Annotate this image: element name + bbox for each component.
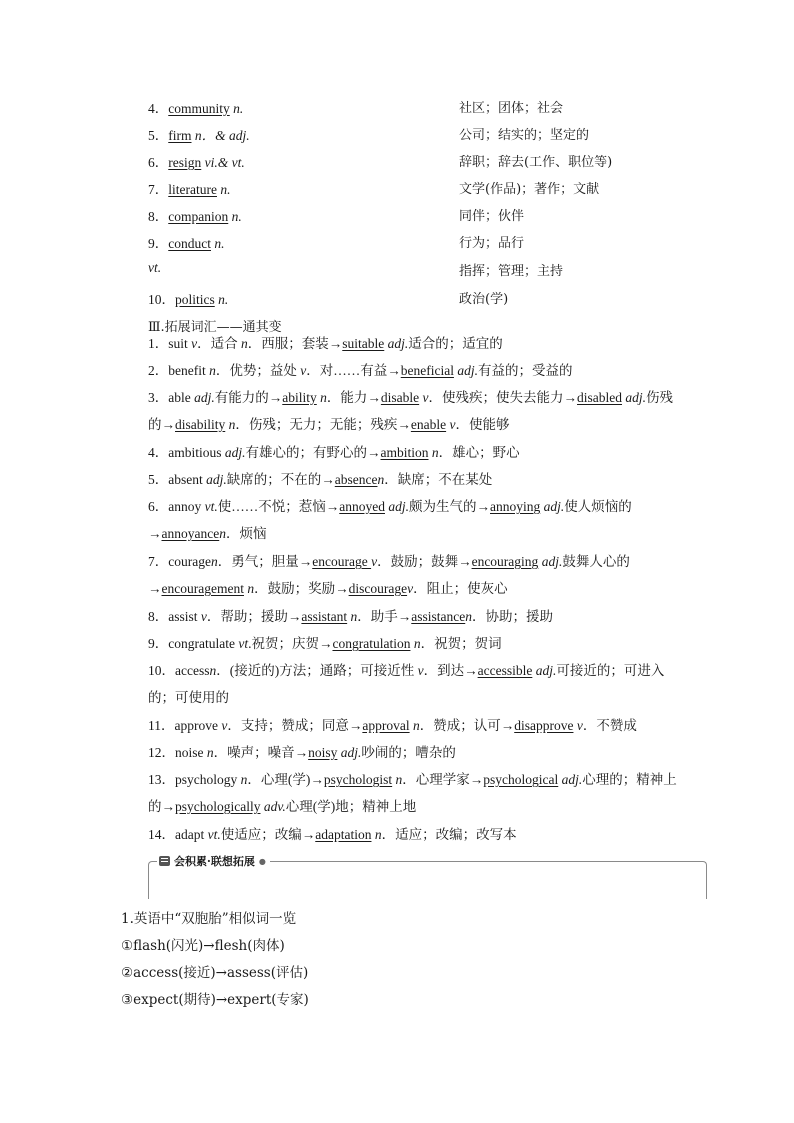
item-number: 9．	[148, 636, 169, 651]
item-number: 4．	[148, 445, 169, 460]
derived-word: annoyance	[161, 526, 220, 541]
part-of-speech: n	[219, 526, 226, 541]
item-text: 鼓舞人心的→	[148, 554, 630, 596]
derived-word: adaptation	[315, 827, 372, 842]
twin-line: ②access(接近)→assess(评估)	[121, 965, 309, 981]
vocab-meaning: 公司；结实的；坚定的	[459, 128, 590, 143]
item-text: ．鼓励；鼓舞→	[377, 554, 472, 569]
section-heading: Ⅲ.拓展词汇——通其变	[148, 320, 282, 335]
derivative-item	[121, 466, 677, 493]
derived-word: noisy	[308, 745, 338, 760]
item-text: 使……不悦；惹恼→	[217, 499, 340, 514]
item-text: 适合的；适宜的	[408, 336, 503, 351]
vocab-word	[148, 232, 225, 252]
derivative-item	[121, 630, 677, 657]
item-text: 缺席的；不在的→	[226, 472, 335, 487]
item-text: ．帮助；援助→	[206, 609, 302, 624]
vocab-meaning: 社区；团体；社会	[459, 101, 564, 116]
item-text: suit	[168, 336, 192, 351]
vocab-word	[148, 288, 228, 308]
part-of-speech: n	[240, 772, 248, 787]
item-text: congratulate	[168, 636, 239, 651]
derived-word: enable	[410, 417, 447, 432]
item-text: ．不赞成	[582, 718, 637, 733]
derived-word: accessible	[477, 663, 533, 678]
vocab-number: 6．	[148, 155, 169, 170]
part-of-speech: n	[247, 581, 255, 596]
vocab-row	[0, 124, 794, 144]
vocab-number: 4．	[148, 101, 169, 116]
derivative-item	[121, 603, 677, 630]
item-text: ．到达→	[423, 663, 478, 678]
part-of-speech: v	[200, 609, 207, 624]
item-text: ．优势；益处	[215, 363, 301, 378]
vocab-meaning: 政治(学)	[459, 292, 509, 307]
derivative-item	[121, 821, 677, 848]
vocab-pos: n．& adj.	[191, 128, 250, 143]
part-of-speech: adv.	[263, 799, 286, 814]
part-of-speech: n	[228, 417, 236, 432]
derivative-item	[121, 330, 677, 357]
part-of-speech: n	[206, 745, 214, 760]
item-number: 13．	[148, 772, 175, 787]
vocab-pos: n.	[216, 182, 231, 197]
item-text: 伤残的→	[148, 390, 674, 432]
derived-word: beneficial	[400, 363, 454, 378]
item-text: ．缺席；不在某处	[384, 472, 493, 487]
item-text: 吵闹的；嘈杂的	[361, 745, 456, 760]
vocab-row	[0, 97, 794, 117]
item-text: ．西服；套装→	[247, 336, 343, 351]
vocab-answer: resign	[168, 155, 202, 170]
part-of-speech: v	[300, 363, 307, 378]
part-of-speech: v	[417, 663, 424, 678]
item-text: 颇为生气的→	[409, 499, 490, 514]
vocab-pos: n.	[211, 236, 225, 251]
part-of-speech: v	[407, 581, 414, 596]
item-number: 3．	[148, 390, 169, 405]
vocab-meaning: 辞职；辞去(工作、职位等)	[459, 155, 613, 170]
vocab-number: 8．	[148, 209, 169, 224]
item-text: ．心理学家→	[402, 772, 484, 787]
vocab-word	[148, 124, 250, 144]
accumulate-label	[157, 853, 270, 869]
item-text: ．助手→	[357, 609, 412, 624]
item-text: adapt	[175, 827, 208, 842]
part-of-speech: adj.	[561, 772, 583, 787]
vocab-pos: n.	[228, 209, 242, 224]
derived-word: suitable	[342, 336, 385, 351]
twin-line: ③expect(期待)→expert(专家)	[121, 992, 309, 1008]
part-of-speech: n	[320, 390, 327, 405]
part-of-speech: n	[431, 445, 439, 460]
vocab-meaning: 行为；品行	[459, 236, 525, 251]
vocab-answer: firm	[168, 128, 192, 143]
derived-word: ability	[282, 390, 317, 405]
vocab-row	[0, 288, 794, 308]
part-of-speech: adj.	[457, 363, 478, 378]
item-text: ．协助；援助	[472, 609, 553, 624]
item-text: psychology	[175, 772, 241, 787]
vocab-number: 5．	[148, 128, 169, 143]
vocab-answer: conduct	[168, 236, 211, 251]
item-text: ．伤残；无力；无能；残疾→	[235, 417, 411, 432]
item-text: approve	[174, 718, 222, 733]
part-of-speech: n	[395, 772, 403, 787]
part-of-speech: n	[241, 336, 248, 351]
vocab-number: 9．	[148, 236, 169, 251]
derivative-item	[121, 548, 677, 602]
derivative-item	[121, 657, 677, 711]
item-text: noise	[175, 745, 207, 760]
item-text: ．使残疾；使失去能力→	[428, 390, 578, 405]
derived-word: disable	[380, 390, 420, 405]
item-text: ．祝贺；贺词	[420, 636, 502, 651]
item-text: ．对……有益→	[306, 363, 401, 378]
item-text: ．阻止；使灰心	[413, 581, 508, 596]
derived-word: discourage	[348, 581, 408, 596]
vocab-word	[148, 178, 230, 198]
part-of-speech: v	[191, 336, 198, 351]
item-text: ．(接近的)方法；通路；可接近性	[216, 663, 418, 678]
item-text: .祝贺；庆贺→	[248, 636, 333, 651]
vocab-word	[148, 260, 161, 276]
part-of-speech: adj.	[340, 745, 362, 760]
derived-word: disapprove	[514, 718, 574, 733]
item-text: courage	[168, 554, 211, 569]
derived-word: assistant	[301, 609, 348, 624]
item-text: annoy	[168, 499, 205, 514]
vocab-pos: n.	[214, 292, 229, 307]
vocab-row	[0, 260, 794, 280]
derivative-item	[121, 439, 677, 466]
dot-icon: ●	[258, 856, 266, 866]
part-of-speech: v	[422, 390, 429, 405]
part-of-speech: adj.	[541, 554, 563, 569]
derived-word: absence	[334, 472, 378, 487]
vocab-answer: community	[168, 101, 230, 116]
vocab-meaning: 文学(作品)；著作；文献	[459, 182, 600, 197]
item-text: 使人烦恼的→	[148, 499, 632, 541]
vocab-pos: n.	[229, 101, 244, 116]
item-text: 有雄心的；有野心的→	[245, 445, 381, 460]
item-text: ambitious	[168, 445, 225, 460]
part-of-speech: n	[350, 609, 358, 624]
derived-word: assistance	[411, 609, 466, 624]
item-number: 10．	[148, 663, 175, 678]
derived-word: disability	[175, 417, 226, 432]
item-text: ．噪声；噪音→	[213, 745, 309, 760]
item-text: ．适应；改编；改写本	[381, 827, 517, 842]
twin-title: 1.英语中“双胞胎”相似词一览	[121, 911, 297, 927]
part-of-speech: adj.	[388, 499, 409, 514]
part-of-speech: adj.	[625, 390, 647, 405]
item-number: 1．	[148, 336, 169, 351]
derived-word: annoying	[490, 499, 541, 514]
vocab-row	[0, 178, 794, 198]
item-number: 7．	[148, 554, 169, 569]
item-number: 11．	[148, 718, 175, 733]
part-of-speech: n	[412, 718, 420, 733]
part-of-speech: adj.	[194, 390, 215, 405]
item-text: 心理(学)地；精神上地	[285, 799, 417, 814]
vocab-meaning: 同伴；伙伴	[459, 209, 525, 224]
derivative-item	[121, 766, 677, 820]
derived-word: encouraging	[471, 554, 539, 569]
item-text: ．烦恼	[225, 526, 267, 541]
vocab-number: 7．	[148, 182, 169, 197]
part-of-speech: v	[221, 718, 228, 733]
derivative-item	[121, 739, 677, 766]
part-of-speech: n	[374, 827, 382, 842]
part-of-speech: adj.	[543, 499, 565, 514]
part-of-speech: n	[413, 636, 421, 651]
item-text: ．心理(学)→	[247, 772, 324, 787]
vocab-answer: literature	[168, 182, 217, 197]
item-text: 心理的；精神上的→	[148, 772, 677, 814]
part-of-speech: n	[209, 663, 217, 678]
vocab-word	[148, 151, 245, 171]
item-text: assist	[168, 609, 201, 624]
notebook-icon	[159, 856, 170, 866]
part-of-speech: v	[449, 417, 456, 432]
part-of-speech: vt.	[207, 827, 221, 842]
item-text: 有益的；受益的	[477, 363, 573, 378]
derived-word: encouragement	[161, 581, 244, 596]
derived-word: congratulation	[332, 636, 411, 651]
part-of-speech: v	[371, 554, 378, 569]
item-number: 14．	[148, 827, 175, 842]
part-of-speech: adj.	[535, 663, 557, 678]
vocab-row	[0, 151, 794, 171]
derived-word: psychological	[483, 772, 559, 787]
item-text: ．使能够	[455, 417, 510, 432]
item-text: 使适应；改编→	[220, 827, 316, 842]
item-text: benefit	[168, 363, 210, 378]
vocab-row	[0, 205, 794, 225]
item-text: able	[168, 390, 195, 405]
part-of-speech: vt.	[204, 499, 218, 514]
part-of-speech: n	[465, 609, 472, 624]
accumulate-label-text: 会积累·联想拓展	[174, 855, 255, 868]
item-number: 5．	[148, 472, 169, 487]
item-text: 可接近的；可进入的；可使用的	[148, 663, 665, 705]
item-number: 6．	[148, 499, 169, 514]
item-text: ．鼓励；奖励→	[254, 581, 349, 596]
derived-word: encourage	[312, 554, 372, 569]
item-text: ．赞成；认可→	[419, 718, 515, 733]
vocab-word	[148, 205, 242, 225]
part-of-speech: n	[209, 363, 216, 378]
derivative-item	[121, 384, 677, 438]
item-text: access	[175, 663, 210, 678]
derived-word: approval	[362, 718, 410, 733]
item-text: 有能力的→	[214, 390, 283, 405]
vocab-pos: vi.& vt.	[201, 155, 245, 170]
part-of-speech: adj.	[206, 472, 227, 487]
part-of-speech: n	[210, 554, 218, 569]
part-of-speech: adj.	[224, 445, 246, 460]
derived-word: annoyed	[339, 499, 385, 514]
vocab-number: 10．	[148, 292, 175, 307]
part-of-speech: n	[377, 472, 385, 487]
item-number: 2．	[148, 363, 169, 378]
vocab-pos: vt.	[148, 260, 162, 275]
item-text: ．支持；赞成；同意→	[227, 718, 363, 733]
vocab-row	[0, 232, 794, 252]
derivative-item	[121, 493, 677, 547]
part-of-speech: adj.	[387, 336, 409, 351]
derived-word: psychologist	[323, 772, 393, 787]
twin-line: ①flash(闪光)→flesh(肉体)	[121, 938, 285, 954]
vocab-answer: politics	[175, 292, 215, 307]
derived-word: ambition	[380, 445, 429, 460]
item-text: ．能力→	[326, 390, 381, 405]
part-of-speech: vt	[238, 636, 249, 651]
derivative-item	[121, 712, 677, 739]
derived-word: disabled	[577, 390, 623, 405]
derived-word: psychologically	[175, 799, 261, 814]
item-text: ．适合	[197, 336, 242, 351]
item-number: 12．	[148, 745, 175, 760]
derivative-item	[121, 357, 677, 384]
vocab-meaning: 指挥；管理；主持	[459, 264, 564, 279]
vocab-word	[148, 97, 243, 117]
item-text: ．雄心；野心	[438, 445, 520, 460]
item-text: ．勇气；胆量→	[217, 554, 313, 569]
item-number: 8．	[148, 609, 169, 624]
item-text: absent	[168, 472, 207, 487]
vocab-answer: companion	[168, 209, 229, 224]
part-of-speech: v	[576, 718, 583, 733]
